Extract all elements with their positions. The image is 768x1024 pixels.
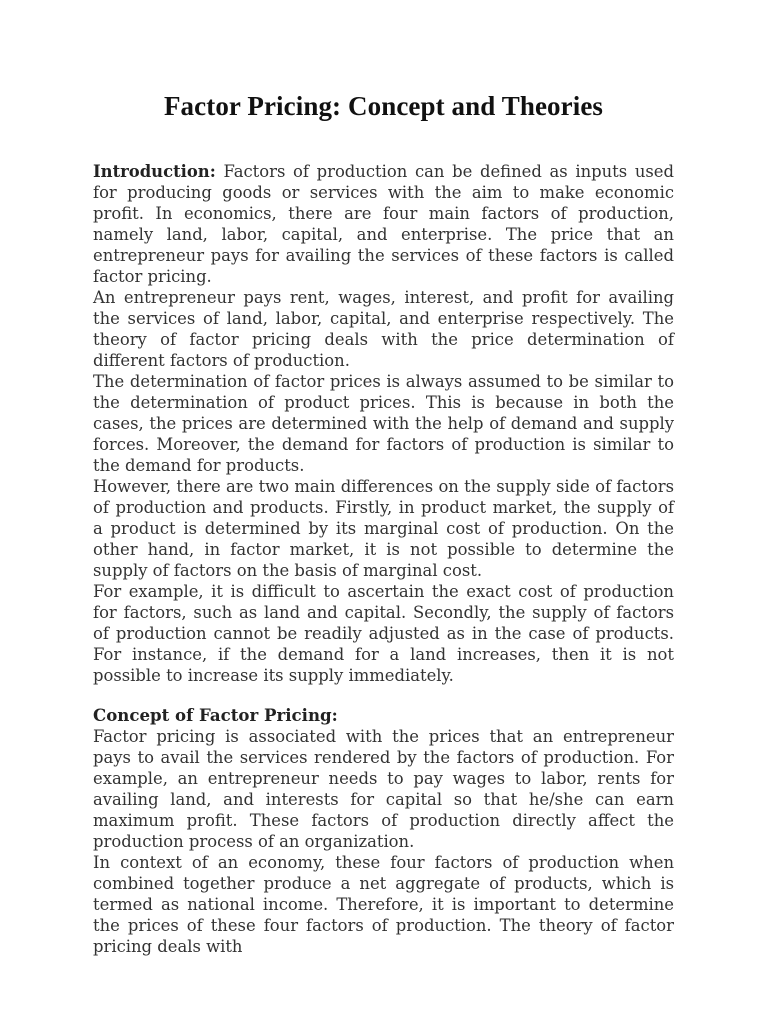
- intro-paragraph-3: The determination of factor prices is always assumed to be similar to the determination of product prices. This is because in both the cases, the prices are determined with the help of demand and supply forces. Moreover, the demand for factors of production is similar to the demand for products.: [93, 372, 674, 475]
- document-page: [93, 88, 674, 957]
- intro-paragraph-1: [93, 161, 674, 287]
- intro-label: Introduction:: [93, 162, 216, 181]
- intro-paragraph-4: However, there are two main differences on the supply side of factors of production and products. Firstly, in product market, the supply of a product is determined by its marginal cost of production. On the other hand, in factor market, it is not possible to determine the supply of factors on the basis of marginal cost.: [93, 477, 674, 580]
- concept-heading: Concept of Factor Pricing:: [93, 705, 338, 725]
- intro-paragraph-2: An entrepreneur pays rent, wages, interest, and profit for availing the services of land, labor, capital, and enterprise respectively. The theory of factor pricing deals with the price determination of different factors of production.: [93, 288, 674, 370]
- concept-paragraph-2: In context of an economy, these four factors of production when combined together produce a net aggregate of products, which is termed as national income. Therefore, it is important to determine the prices of these four factors of production. The theory of factor pricing deals with: [93, 853, 674, 956]
- page-title: Factor Pricing: Concept and Theories: [163, 91, 604, 121]
- concept-paragraph-1: Factor pricing is associated with the prices that an entrepreneur pays to avail the services rendered by the factors of production. For example, an entrepreneur needs to pay wages to labor, rents for availing land, and interests for capital so that he/she can earn maximum profit. These factors of production directly affect the production process of an organization.: [93, 727, 674, 851]
- intro-text-1: Factors of production can be defined as inputs used for producing goods or services with the aim to make economic profit. In economics, there are four main factors of production, namely land, labor, capital, and enterprise. The price that an entrepreneur pays for availing the services of these factors is called factor pricing.: [93, 162, 675, 286]
- intro-paragraph-5: For example, it is difficult to ascertain the exact cost of production for factors, such as land and capital. Secondly, the supply of factors of production cannot be readily adjusted as in the case of products. For instance, if the demand for a land increases, then it is not possible to increase its supply immediately.: [93, 582, 674, 685]
